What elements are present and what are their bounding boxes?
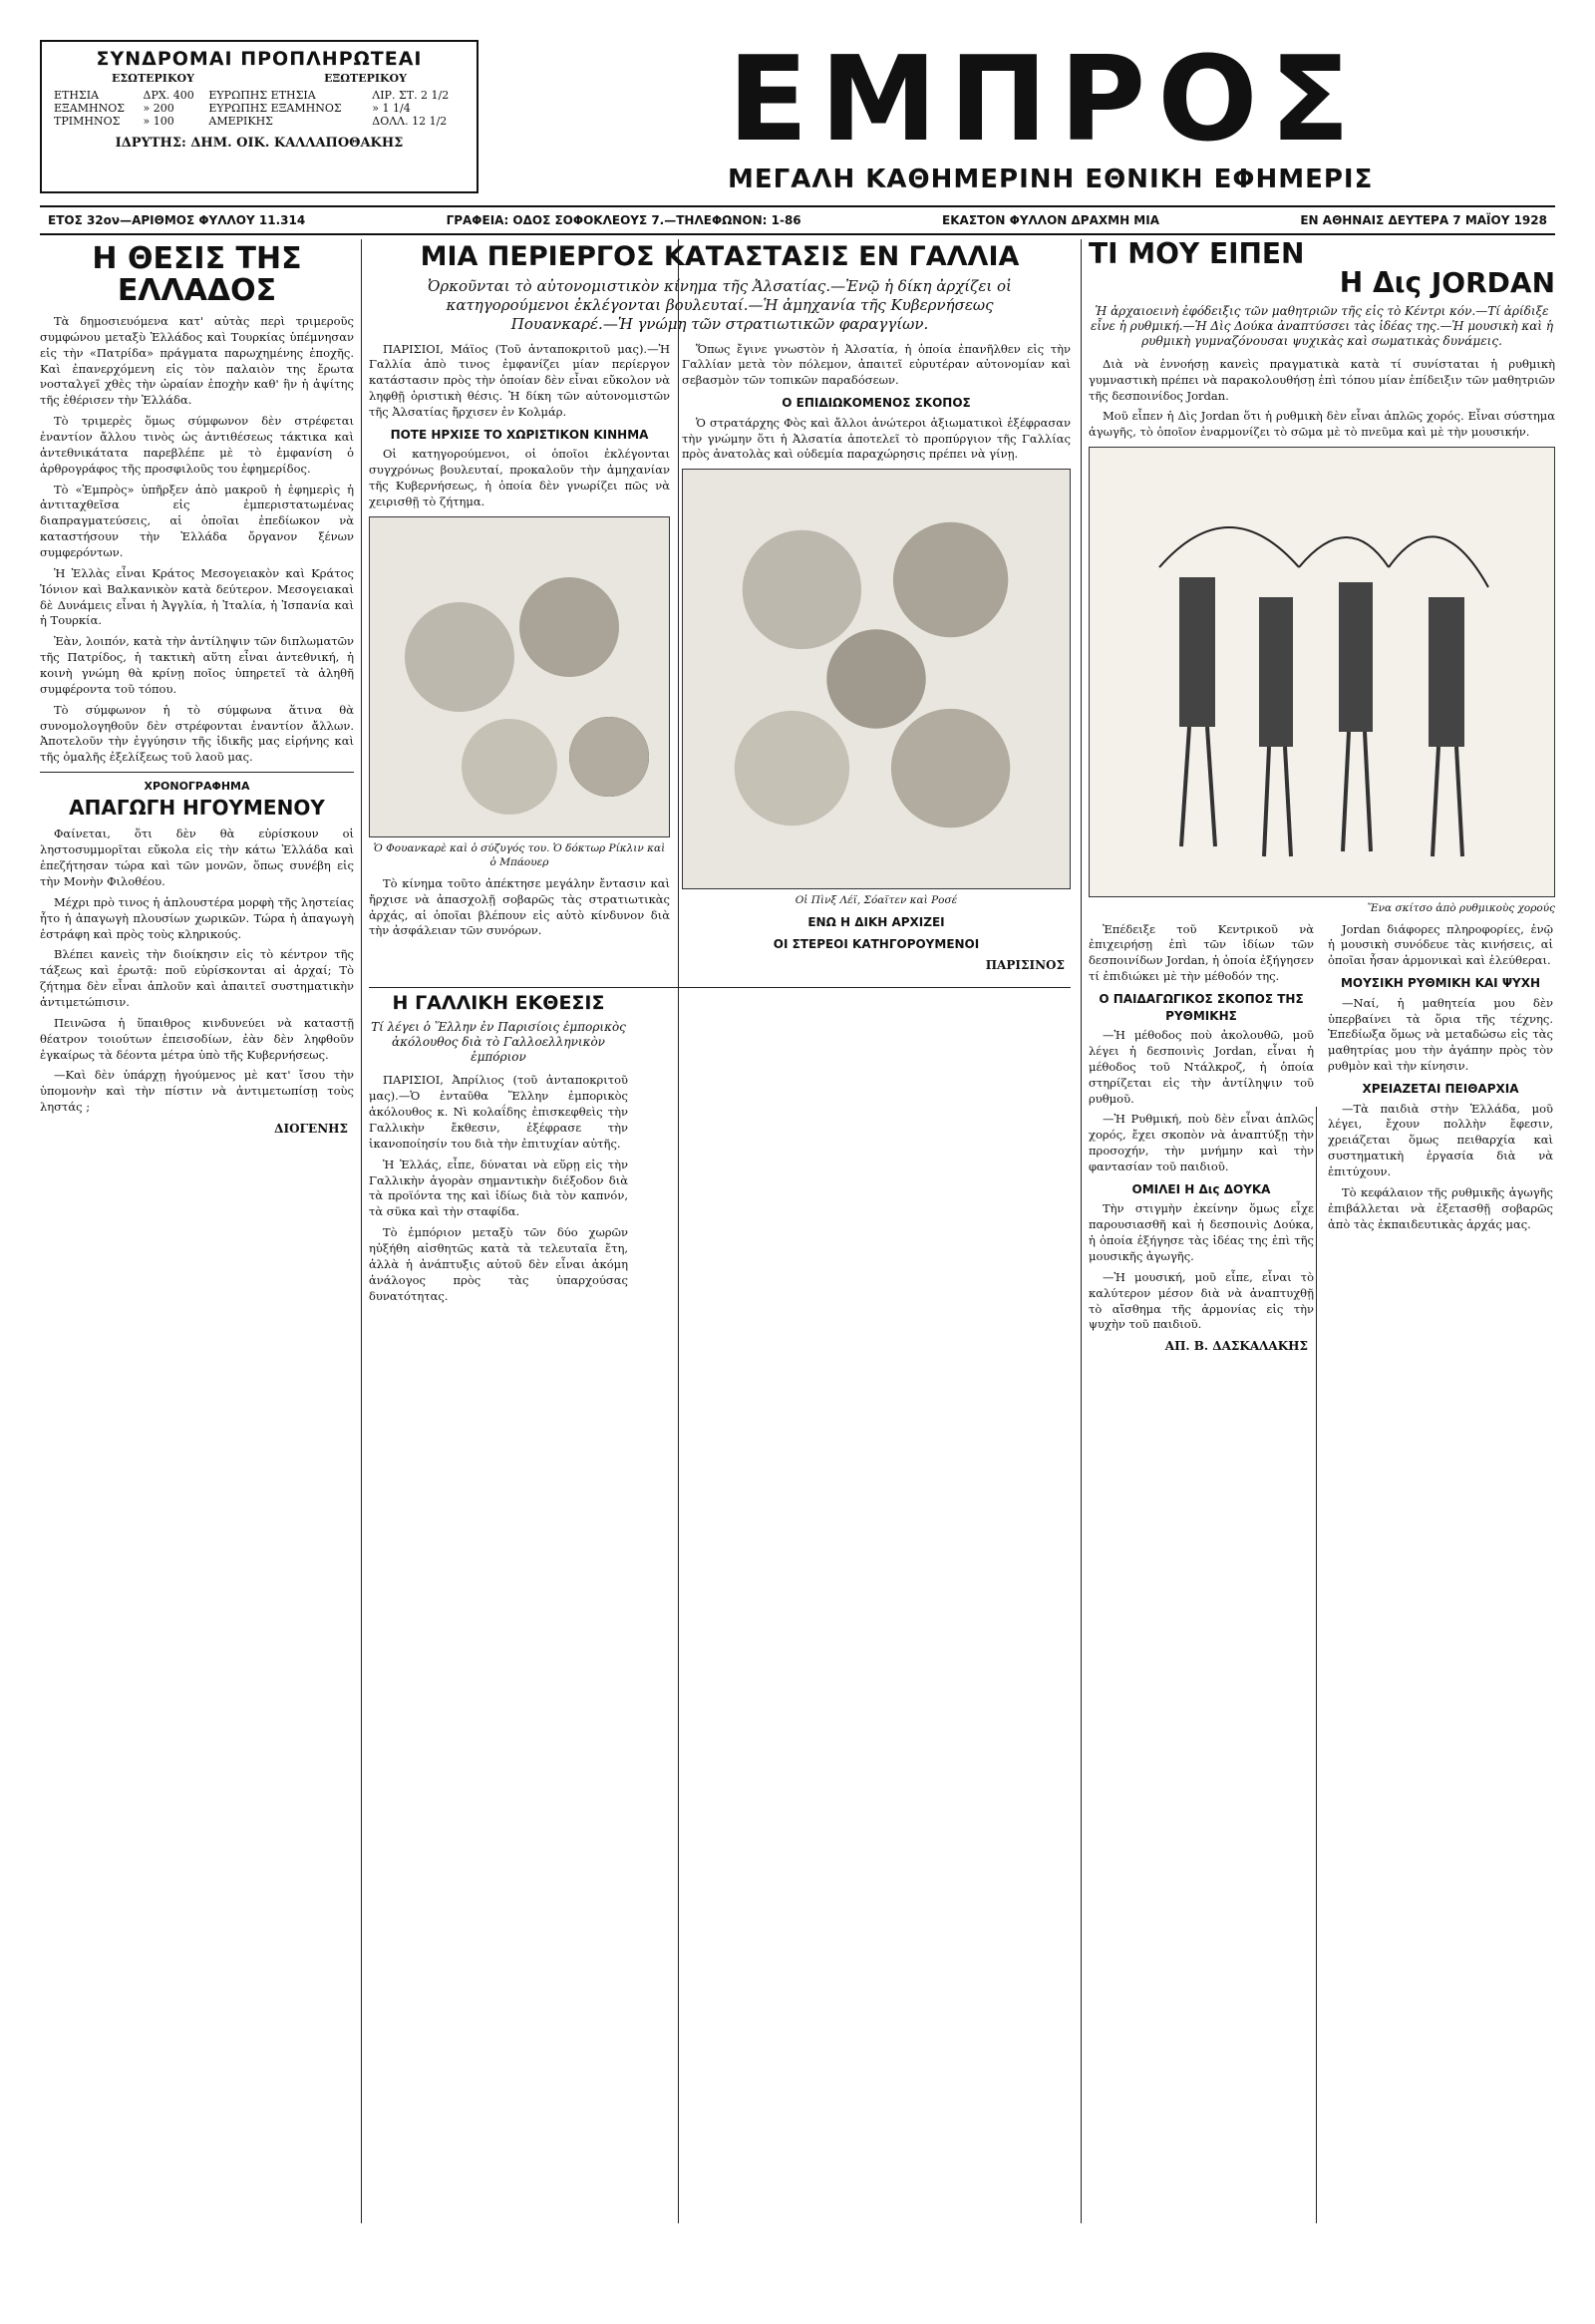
article-signature: ΠΑΡΙΣΙΝΟΣ [985,957,1065,972]
article-france-subtitle: Ὀρκοῦνται τὸ αὐτονομιστικὸν κίνημα τῆς Ἀλσατίας.—Ἐνῷ ἡ δίκη ἀρχίζει οἱ κατηγορούμενοι ἐκλέγονται βουλευταί.—Ἡ ἀμηχανία τῆς Κυβερνήσεως Πουανκαρέ.—Ἡ γνώμη τῶν στρατιωτικῶν φαραγγίων. [428,277,1012,333]
paragraph: Ὁ στρατάρχης Φὸς καὶ ἄλλοι ἀνώτεροι ἀξιωματικοὶ ἐξέφρασαν τὴν γνώμην ὅτι ἡ Ἀλσατία ἀποτελεῖ τὸ προπύργιον τῆς Γαλλίας πρὸς ἀνατολὰς καὶ οὐδεμία παραχώρησις πρέπει νὰ γίνῃ. [682,415,1071,462]
offices-line: ΓΡΑΦΕΙΑ: ΟΔΟΣ ΣΟΦΟΚΛΕΟΥΣ 7.—ΤΗΛΕΦΩΝΟΝ: 1-86 [446,213,801,227]
info-bar [40,205,1555,235]
paragraph: Τὰ δημοσιευόμενα κατ' αὐτὰς περὶ τριμεροῦς συμφώνου μεταξὺ Ἑλλάδος καὶ Τουρκίας ὑπέμνησαν εἰς τὴν «Πατρίδα» πράγματα παρωχημένης ἐποχῆς. Καὶ ἐπανερχόμενη εἰς τὸν παλαιὸν της ἔρωτα νοσταλγεῖ χθὲς τὴν ὡραίαν ἐποχὴν καθ' ἣν ἡ ἀψίτης τῆς ἐθέρισεν τὴν Ἑλλάδα. [40,314,354,408]
newspaper-page [40,30,1555,2233]
paragraph: Τὸ ἐμπόριον μεταξὺ τῶν δύο χωρῶν ηὐξήθη αἰσθητῶς κατὰ τὰ τελευταῖα ἔτη, ἀλλὰ ἡ ἀνάπτυξις αὐτοῦ δὲν εἶναι ἀκόμη ἀνάλογος πρὸς τὰς ὑπαρχούσας δυνατότητας. [369,1225,628,1303]
paragraph: Τὸ κεφάλαιον τῆς ρυθμικῆς ἀγωγῆς ἐπιβάλλεται νὰ ἐξετασθῇ σοβαρῶς ἀπὸ τὰς ἐκπαιδευτικὰς ἀρχάς μας. [1328,1184,1553,1231]
rate-row: ΤΡΙΜΗΝΟΣ » 100 ΑΜΕΡΙΚΗΣ ΔΟΛΛ. 12 1/2 [54,115,448,128]
newspaper-logo: ΕΜΠΡΟΣ [728,30,1363,167]
newspaper-tagline: ΜΕΓΑΛΗ ΚΑΘΗΜΕΡΙΝΗ ΕΘΝΙΚΗ ΕΦΗΜΕΡΙΣ [728,165,1374,194]
rate-row: ΕΞΑΜΗΝΟΣ » 200 ΕΥΡΩΠΗΣ ΕΞΑΜΗΝΟΣ » 1 1/4 [54,102,411,115]
masthead [40,30,1555,227]
paragraph: —Τὰ παιδιὰ στὴν Ἑλλάδα, μοῦ λέγει, ἔχουν πολλὴν ἔφεσιν, χρειάζεται ὅμως πειθαρχία καὶ συστηματικὴ ἐργασία διὰ νὰ ἐπιτύχουν. [1328,1101,1553,1178]
article-jordan [1089,239,1555,2223]
photo-portraits [369,516,670,837]
article-jordan-title-2: Η Δις JORDAN [1339,266,1555,300]
photo-portraits-2 [682,469,1071,889]
paragraph: Ἡ Ἑλλάς, εἶπε, δύναται νὰ εὕρῃ εἰς τὴν Γαλλικὴν ἀγορὰν σημαντικὴν διέξοδον διὰ τὰ προϊόντα της καὶ ἰδίως διὰ τὸν καπνόν, τὰ σῦκα καὶ τὴν σταφίδα. [369,1157,628,1219]
paragraph: Ὅπως ἔγινε γνωστὸν ἡ Ἀλσατία, ἡ ὁποία ἐπανῆλθεν εἰς τὴν Γαλλίαν μετὰ τὸν πόλεμον, ἀπαιτεῖ εὐρυτέραν αὐτονομίαν καὶ σεβασμὸν τῶν τοπικῶν παραδόσεων. [682,341,1071,388]
foreign-label: ΕΞΩΤΕΡΙΚΟΥ [324,72,407,85]
photo-caption: Ὁ Φουανκαρὲ καὶ ὁ σύζυγός του. Ὁ δόκτωρ Ρίκλιν καὶ ὁ Μπάουερ [373,841,666,869]
paragraph: Οἱ κατηγορούμενοι, οἱ ὁποῖοι ἐκλέγονται συγχρόνως βουλευταί, προκαλοῦν τὴν ἀμηχανίαν τῆς Κυβερνήσεως, ἡ ὁποία δὲν γνωρίζει πῶς νὰ χειρισθῇ τὸ ζήτημα. [369,447,670,509]
founder-line: ΙΔΡΥΤΗΣ: ΔΗΜ. ΟΙΚ. ΚΑΛΛΑΠΟΘΑΚΗΣ [115,136,404,151]
paragraph: Ἡ Ἑλλὰς εἶναι Κράτος Μεσογειακὸν καὶ Κράτος Ἰόνιον καὶ Βαλκανικὸν κατὰ δεύτερον. Μεσογειακαὶ δὲ Δυνάμεις εἶναι ἡ Ἀγγλία, ἡ Ἰταλία, ἡ Ἱσπανία καὶ ἡ Τουρκία. [40,565,354,628]
article-greece-title: Η ΘΕΣΙΣ ΤΗΣ ΕΛΛΑΔΟΣ [92,241,302,308]
dance-illustration [1089,447,1555,897]
paragraph: Διὰ νὰ ἐννοήσῃ κανεὶς πραγματικὰ κατὰ τί συνίσταται ἡ ρυθμικὴ γυμναστικὴ πρέπει νὰ παρακολουθήσῃ ἐπὶ τόπου μίαν ἐπίδειξιν τῶν μαθητριῶν τῆς δεσποινίδος Jordan. [1089,356,1555,403]
paragraph: —Καὶ δὲν ὑπάρχῃ ἡγούμενος μὲ κατ' ἴσου τὴν ὑπομονὴν καὶ τὴν πίστιν νὰ ἀντιμετωπίσῃ τοὺς ληστάς ; [40,1068,354,1115]
section-heading: Ο ΕΠΙΔΙΩΚΟΜΕΝΟΣ ΣΚΟΠΟΣ [782,396,971,411]
paragraph: —Ναί, ἡ μαθητεία μου δὲν ὑπερβαίνει τὰ ὅρια τῆς τέχνης. Ἐπεδίωξα ὅμως νὰ μεταδώσω εἰς τὰς μαθητρίας μου τὴν ἀγάπην πρὸς τὸν ρυθμὸν καὶ τὴν κίνησιν. [1328,995,1553,1074]
paragraph: Πεινῶσα ἡ ὕπαιθρος κινδυνεύει νὰ καταστῇ θέατρον τοιούτων ἐπεισοδίων, ἐὰν δὲν ληφθοῦν ἐγκαίρως τὰ δέοντα μέτρα ὑπὸ τῆς Κυβερνήσεως. [40,1015,354,1062]
issue-number: ΕΤΟΣ 32ον—ΑΡΙΘΜΟΣ ΦΥΛΛΟΥ 11.314 [48,213,306,227]
chronicle-headline: ΑΠΑΓΩΓΗ ΗΓΟΥΜΕΝΟΥ [69,796,325,821]
paragraph: —Ἡ Ρυθμική, ποὺ δὲν εἶναι ἁπλῶς χορός, ἔχει σκοπὸν νὰ ἀναπτύξῃ τὴν προσοχήν, τὴν μνήμην καὶ τὴν φαντασίαν τοῦ παιδιοῦ. [1089,1112,1314,1173]
column-rule [1081,239,1082,2223]
section-heading: ΟΜΙΛΕΙ Η Δις ΔΟΥΚΑ [1131,1181,1271,1196]
section-heading: Ο ΠΑΙΔΑΓΩΓΙΚΟΣ ΣΚΟΠΟΣ ΤΗΣ ΡΥΘΜΙΚΗΣ [1099,992,1304,1023]
article-exhibit-subtitle: Τί λέγει ὁ Ἕλλην ἐν Παρισίοις ἐμπορικὸς ἀκόλουθος διὰ τὸ Γαλλοελληνικὸν ἐμπόριον [371,1020,626,1065]
portraits-illustration [683,470,1070,888]
paragraph: Τὸ σύμφωνον ἡ τὸ σύμφωνα ἅτινα θὰ συνομολογηθοῦν δὲν στρέφονται ἐναντίον ἄλλων. Ἀποτελοῦν τὴν ἐγγύησιν τῆς ἰδικῆς μας εἰρήνης καὶ τῆς ὁμαλῆς ἐξελίξεως τοῦ λαοῦ μας. [40,702,354,765]
article-exhibit-title: Η ΓΑΛΛΙΚΗ ΕΚΘΕΣΙΣ [392,992,605,1015]
portraits-illustration [370,517,669,836]
article-jordan-title-1: ΤΙ ΜΟΥ ΕΙΠΕΝ [1089,239,1305,270]
paragraph: Jordan διάφορες πληροφορίες, ἐνῷ ἡ μουσικὴ συνόδευε τὰς κινήσεις, αἱ ὁποῖαι ἦσαν ἁρμονικαὶ καὶ ἐλεύθεραι. [1328,921,1553,968]
section-heading: ΠΟΤΕ ΗΡΧΙΣΕ ΤΟ ΧΩΡΙΣΤΙΚΟΝ ΚΙΝΗΜΑ [390,427,649,442]
paragraph: ΠΑΡΙΣΙΟΙ, Ἀπρίλιος (τοῦ ἀνταποκριτοῦ μας).—Ὁ ἐνταῦθα Ἕλλην ἐμπορικὸς ἀκόλουθος κ. Νὶ κολαΐδης ἐπισκεφθεὶς τὴν Γαλλικὴν ἔκθεσιν, ἐξέφρασε τὴν ἱκανοποίησίν του διὰ τὴν ἐπιτυχίαν αὐτῆς. [369,1073,628,1151]
paragraph: —Ἡ μουσική, μοῦ εἶπε, εἶναι τὸ καλύτερον μέσον διὰ νὰ ἀναπτυχθῇ τὸ αἴσθημα τῆς ἁρμονίας εἰς τὴν ψυχὴν τοῦ παιδιοῦ. [1089,1269,1314,1332]
article-france-title: ΜΙΑ ΠΕΡΙΕΡΓΟΣ ΚΑΤΑΣΤΑΣΙΣ ΕΝ ΓΑΛΛΙΑ [420,241,1020,272]
section-heading: ΕΝΩ Η ΔΙΚΗ ΑΡΧΙΖΕΙ [807,914,945,929]
subscriptions-title: ΣΥΝΔΡΟΜΑΙ ΠΡΟΠΛΗΡΩΤΕΑΙ [96,48,423,70]
photo-caption: Ἕνα σκίτσο ἀπὸ ρυθμικοὺς χορούς [1367,902,1555,915]
paragraph: Τὸ τριμερὲς ὅμως σύμφωνον δὲν στρέφεται ἐναντίον ἄλλου τινὸς ὡς ἀντιθέσεως τάκτικα καὶ ἀντεθνικάτατα παρεβλέπε μὲ τὸ ἐμφανίση ὁ ἀρθρογράφος τῆς προσφιλοῦς του ἐφημερίδος. [40,414,354,476]
paragraph: Βλέπει κανεὶς τὴν διοίκησιν εἰς τὸ κέντρον τῆς τάξεως καὶ ἐρωτᾷ: ποῦ εὑρίσκονται αἱ ἀρχαί; Τὸ ζήτημα δὲν εἶναι ἁπλοῦν καὶ ἀπαιτεῖ συστηματικὴν ἀντιμετώπισιν. [40,947,354,1009]
price-line: ΕΚΑΣΤΟΝ ΦΥΛΛΟΝ ΔΡΑΧΜΗ ΜΙΑ [942,213,1159,227]
paragraph: Μέχρι πρὸ τινος ἡ ἁπλουστέρα μορφὴ τῆς ληστείας ἦτο ἡ ἀπαγωγὴ πλουσίων χωρικῶν. Τώρα ἡ ἀπαγωγὴ ἐστράφη καὶ πρὸς τοὺς κληρικούς. [40,894,354,941]
article-france [369,239,1071,2223]
column-rule [361,239,362,2223]
date-line: ΕΝ ΑΘΗΝΑΙΣ ΔΕΥΤΕΡΑ 7 ΜΑΪΟΥ 1928 [1300,213,1547,227]
chronicle-signature: ΔΙΟΓΕΝΗΣ [274,1121,348,1136]
section-heading: ΜΟΥΣΙΚΗ ΡΥΘΜΙΚΗ ΚΑΙ ΨΥΧΗ [1340,976,1541,991]
paragraph: Τὸ «Ἐμπρὸς» ὑπῆρξεν ἀπὸ μακροῦ ἡ ἐφημερὶς ἡ ἀντιταχθεῖσα εἰς ἐμπεριστατωμένας διαπραγματεύσεις, αἱ ὁποῖαι ἐπεδίωκον νὰ καταστήσουν τὴν Ἑλλάδα ὄργανον ξένων συμφερόντων. [40,482,354,560]
photo-caption: Οἱ Πὶνξ Λέϊ, Σόαϊτεν καὶ Ροσέ [795,894,958,907]
article-jordan-subtitle: Ἡ ἀρχαιοεινὴ ἐφόδειξις τῶν μαθητριῶν τῆς εἰς τὸ Κέντρι κόν.—Τί ἀρίδιξε εἶνε ἡ ρυθμική.—Ἡ Δὶς Δούκα ἀναπτύσσει τὰς ἰδέας της.—Ἡ μουσικὴ καὶ ἡ ρυθμικὴ γυμναζόνουσαι ψυχικὰς καὶ σωματικὰς δυνάμεις. [1090,303,1554,348]
subscription-box [40,40,478,193]
paragraph: ΠΑΡΙΣΙΟΙ, Μάϊος (Τοῦ ἀνταποκριτοῦ μας).—Ἡ Γαλλία ἀπὸ τινος ἐμφανίζει μίαν περίεργον κατάστασιν πρὸς τὴν ὁποίαν δὲν εἶναι εὔκολον νὰ ληφθῇ ὁριστικὴ θέσις. Ἡ δίκη τῶν αὐτονομιστῶν τῆς Ἀλσατίας ἤρχισεν ἐν Κολμάρ. [369,341,670,420]
paragraph: Φαίνεται, ὅτι δὲν θὰ εὑρίσκουν οἱ ληστοσυμμορῖται εὔκολα εἰς τὴν κάτω Ἑλλάδα καὶ ἐπεζήτησαν τώρα καὶ τῶν μονῶν, ὅπως συνέβη εἰς τὴν Μονὴν Φιλοθέου. [40,827,354,888]
paragraph: Μοῦ εἶπεν ἡ Δὶς Jordan ὅτι ἡ ρυθμικὴ δὲν εἶναι ἁπλῶς χορός. Εἶναι σύστημα ἀγωγῆς, τὸ ὁποῖον ἐναρμονίζει τὸ σῶμα μὲ τὸ πνεῦμα καὶ μὲ τὴν μουσικήν. [1089,409,1555,440]
section-heading: ΟΙ ΣΤΕΡΕΟΙ ΚΑΤΗΓΟΡΟΥΜΕΝΟΙ [773,937,980,952]
paragraph: Ἐπέδειξε τοῦ Κεντρικοῦ νὰ ἐπιχειρήσῃ ἐπὶ τῶν ἰδίων τῶν δεσποινίδων Jordan, ἡ ὁποία ἐξήγησεν τί ἐπιδιώκει μὲ τὴν μέθοδόν της. [1089,921,1314,984]
section-heading: ΧΡΕΙΑΖΕΤΑΙ ΠΕΙΘΑΡΧΙΑ [1362,1081,1519,1096]
article-signature: ΑΠ. Β. ΔΑΣΚΑΛΑΚΗΣ [1164,1339,1308,1354]
paragraph: —Ἡ μέθοδος ποὺ ἀκολουθῶ, μοῦ λέγει ἡ δεσποινὶς Jordan, εἶναι ἡ μέθοδος τοῦ Ντάλκροζ, ἡ ὁποία στηρίζεται εἰς τὴν ἀντίληψιν τοῦ ρυθμοῦ. [1089,1028,1314,1106]
paragraph: Τὴν στιγμὴν ἐκείνην ὅμως εἶχε παρουσιασθῆ καὶ ἡ δεσποινὶς Δούκα, ἡ ὁποία ἐξήγησε τὰς ἰδέας της ἐπὶ τῆς μουσικῆς ἀγωγῆς. [1089,1201,1314,1263]
paragraph: Ἐὰν, λοιπόν, κατὰ τὴν ἀντίληψιν τῶν διπλωματῶν τῆς Πατρίδος, ἡ τακτικὴ αὕτη εἶναι ἀντεθνική, ἡ κοινὴ γνώμη θὰ κρίνῃ ποῖος ὑπηρετεῖ τὰ ἀληθῆ συμφέροντα τοῦ τόπου. [40,634,354,696]
rates-table [52,89,467,128]
chronicle-label: ΧΡΟΝΟΓΡΑΦΗΜΑ [144,780,250,794]
paragraph: Τὸ κίνημα τοῦτο ἀπέκτησε μεγάλην ἔντασιν καὶ ἤρχισε νὰ ἀπασχολῇ σοβαρῶς τὰς στρατιωτικὰς ἀρχάς, αἱ ὁποῖαι βλέπουν εἰς αὐτὸ κίνδυνον διὰ τὴν ἀσφάλειαν τῶν συνόρων. [369,875,670,938]
domestic-label: ΕΣΩΤΕΡΙΚΟΥ [112,72,194,85]
article-greece [40,239,354,2223]
rate-row: ΕΤΗΣΙΑ ΔΡΧ. 400 ΕΥΡΩΠΗΣ ΕΤΗΣΙΑ ΛΙΡ. ΣΤ. 2 1/2 [54,89,450,102]
dancers-sketch [1090,448,1554,896]
